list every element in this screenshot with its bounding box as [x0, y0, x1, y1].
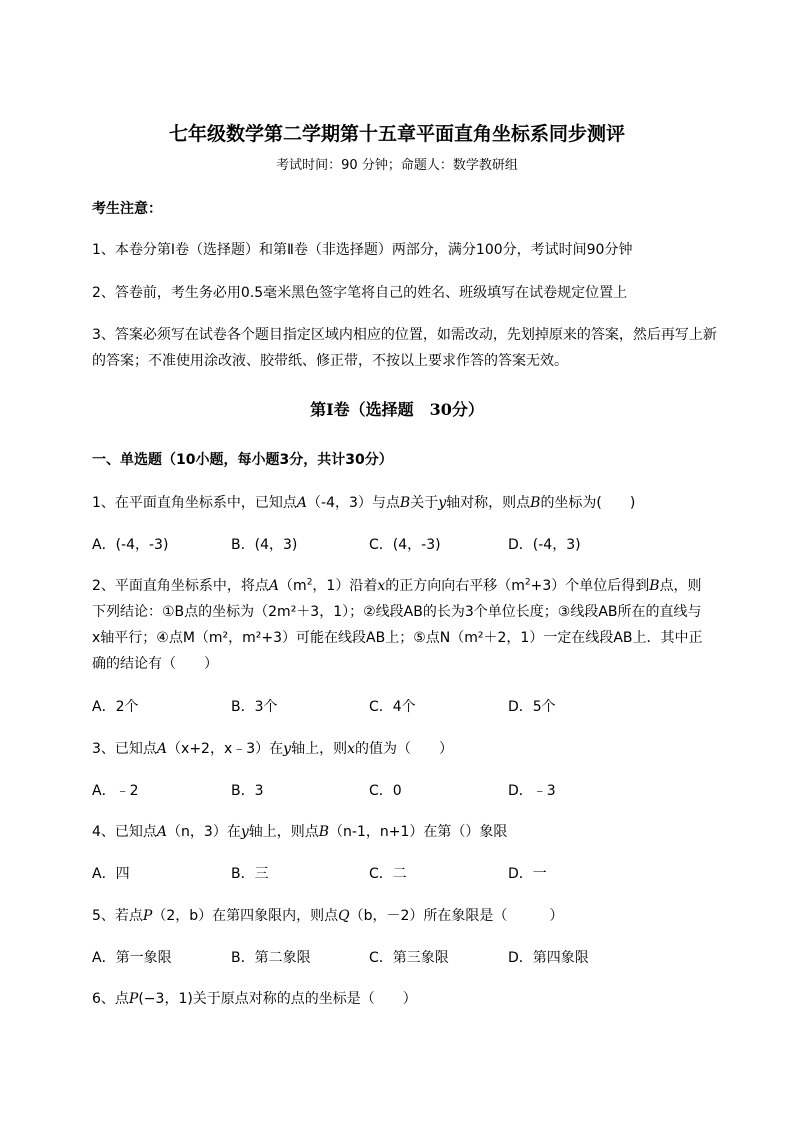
q3-text-2: （x+2，x﹣3）在 — [167, 741, 284, 757]
question-2-line-2: 下列结论：①B点的坐标为（2m²＋3，1）；②线段AB的长为3个单位长度；③线段AB所在的直线与 — [92, 604, 702, 620]
q1-text-1: 1、在平面直角坐标系中，已知点 — [92, 495, 297, 511]
q4-option-c[interactable]: C．二 — [369, 866, 407, 882]
q2-option-a[interactable]: A．2个 — [92, 699, 139, 715]
notice-item-3-line-2: 的答案；不准使用涂改液、胶带纸、修正带，不按以上要求作答的答案无效。 — [92, 353, 568, 369]
q4-var-y: y — [240, 824, 249, 840]
q5-var-q: Q — [338, 908, 350, 924]
q1-text-5: 的坐标为( ) — [540, 495, 636, 511]
question-2-line-3: x轴平行；④点M（m²，m²+3）可能在线段AB上；⑤点N（m²＋2，1）一定在线段AB上．其中正 — [92, 630, 703, 646]
q2-var-b: B — [649, 578, 660, 594]
q2-text-3: ，1）沿着 — [312, 578, 378, 594]
q5-option-d[interactable]: D．第四象限 — [508, 950, 589, 966]
q1-var-y: y — [438, 495, 447, 511]
exam-subtitle: 考试时间：90 分钟；命题人：数学教研组 — [276, 158, 518, 173]
q1-text-4: 轴对称，则点 — [446, 495, 531, 511]
q1-var-a: A — [296, 495, 308, 511]
q3-text-1: 3、已知点 — [92, 741, 157, 757]
question-1 — [92, 493, 734, 513]
q2-text-5: +3）个单位后得到 — [530, 578, 650, 594]
q3-options — [92, 781, 742, 801]
q5-option-a[interactable]: A．第一象限 — [92, 950, 172, 966]
q3-var-a: A — [156, 741, 168, 757]
q4-option-d[interactable]: D．一 — [508, 866, 547, 882]
q1-var-b: B — [399, 495, 411, 511]
q4-text-2: （n，3）在 — [167, 824, 241, 840]
question-4 — [92, 822, 734, 842]
q3-text-3: 轴上，则 — [291, 741, 348, 757]
q4-text-3: 轴上，则点 — [248, 824, 319, 840]
q5-var-p: P — [142, 908, 153, 924]
q4-text-1: 4、已知点 — [92, 824, 157, 840]
q2-options — [92, 697, 742, 717]
q2-text-2: （m — [279, 578, 307, 594]
q1-text-3: 关于 — [410, 495, 439, 511]
q3-option-b[interactable]: B．3 — [231, 783, 264, 799]
part-heading: 一、单选题（10小题，每小题3分，共计30分） — [92, 452, 393, 468]
q3-var-y: y — [283, 741, 292, 757]
question-2-line-1 — [92, 576, 734, 596]
q6-text-1: 6、点 — [92, 991, 129, 1007]
notice-item-3-line-1: 3、答案必须写在试卷各个题目指定区域内相应的位置，如需改动，先划掉原来的答案，然后再写上新 — [92, 327, 717, 343]
q3-text-4: 的值为（ ） — [355, 741, 453, 757]
q3-option-c[interactable]: C．0 — [369, 783, 402, 799]
q3-option-d[interactable]: D．﹣3 — [508, 783, 556, 799]
exam-title: 七年级数学第二学期第十五章平面直角坐标系同步测评 — [168, 123, 625, 145]
q6-var-p: P — [128, 991, 139, 1007]
q2-sup-2: 2 — [524, 577, 531, 588]
q2-text-1: 2、平面直角坐标系中，将点 — [92, 578, 269, 594]
q2-sup-1: 2 — [306, 577, 313, 588]
q1-option-c[interactable]: C．(4，-3) — [369, 537, 441, 553]
q2-text-6: 点，则 — [659, 578, 702, 594]
notice-item-2: 2、答卷前，考生务必用0.5毫米黑色签字笔将自己的姓名、班级填写在试卷规定位置上 — [92, 285, 628, 301]
q4-option-a[interactable]: A．四 — [92, 866, 130, 882]
q6-text-2: (−3，1)关于原点对称的点的坐标是（ ） — [138, 991, 417, 1007]
notice-item-1: 1、本卷分第Ⅰ卷（选择题）和第Ⅱ卷（非选择题）两部分，满分100分，考试时间90分钟 — [92, 242, 633, 258]
q5-text-2: （2，b）在第四象限内，则点 — [152, 908, 339, 924]
q2-option-c[interactable]: C．4个 — [369, 699, 416, 715]
question-5 — [92, 906, 734, 926]
q5-text-3: （b，－2）所在象限是（ ） — [349, 908, 564, 924]
q1-option-d[interactable]: D．(-4，3) — [508, 537, 581, 553]
q1-options — [92, 535, 742, 555]
q1-option-a[interactable]: A．(-4，-3) — [92, 537, 169, 553]
q5-options — [92, 948, 742, 968]
section-title: 第Ⅰ卷（选择题 30分） — [310, 400, 484, 419]
q1-option-b[interactable]: B．(4，3) — [231, 537, 298, 553]
q5-option-c[interactable]: C．第三象限 — [369, 950, 449, 966]
q1-var-b2: B — [530, 495, 541, 511]
question-2-line-4: 确的结论有（ ） — [92, 656, 218, 672]
q1-text-2: （-4，3）与点 — [307, 495, 400, 511]
question-3 — [92, 739, 734, 759]
q2-option-d[interactable]: D．5个 — [508, 699, 556, 715]
q3-option-a[interactable]: A．﹣2 — [92, 783, 139, 799]
q4-text-4: （n-1，n+1）在第（）象限 — [329, 824, 508, 840]
q4-option-b[interactable]: B．三 — [231, 866, 269, 882]
q4-var-b: B — [318, 824, 330, 840]
q2-var-x: x — [377, 578, 386, 594]
notice-heading: 考生注意： — [92, 201, 162, 217]
q5-text-1: 5、若点 — [92, 908, 143, 924]
q4-options — [92, 864, 742, 884]
question-6 — [92, 989, 734, 1009]
q2-text-4: 的正方向向右平移（m — [385, 578, 525, 594]
q2-var-a: A — [268, 578, 280, 594]
q5-option-b[interactable]: B．第二象限 — [231, 950, 311, 966]
q3-var-x: x — [347, 741, 355, 757]
q4-var-a: A — [156, 824, 168, 840]
q2-option-b[interactable]: B．3个 — [231, 699, 278, 715]
